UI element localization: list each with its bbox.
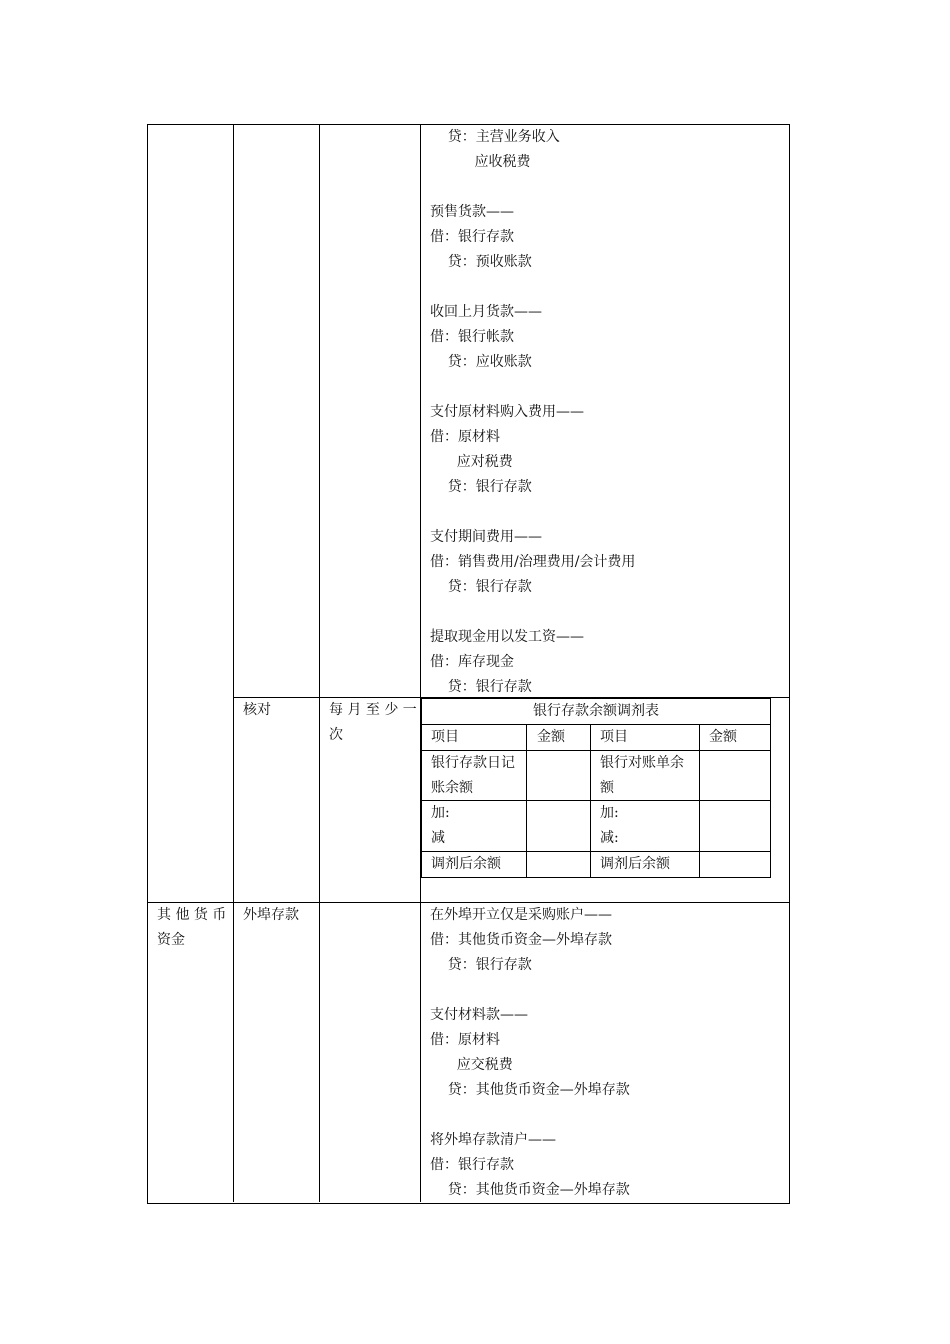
frequency-line-2: 次 — [329, 727, 343, 743]
recon-header-amount: 金额 — [709, 729, 737, 745]
entry-line: 应收税费 — [430, 154, 531, 170]
recon-header-amount: 金额 — [537, 729, 565, 745]
entries-cell-1 — [430, 125, 785, 700]
recon-cell: 加: — [431, 805, 450, 821]
entry-line: 借：银行存款 — [430, 1157, 514, 1173]
recon-header-item: 项目 — [431, 729, 459, 745]
entry-line: 支付原材料购入费用—— — [430, 404, 584, 420]
recon-cell: 银行对账单余 — [600, 755, 684, 771]
entry-line: 贷：银行存款 — [430, 679, 532, 695]
entry-line: 借：原材料 — [430, 1032, 500, 1048]
entry-line — [430, 375, 785, 400]
col-divider-3 — [420, 124, 421, 1202]
entry-line — [430, 600, 785, 625]
entry-line: 贷：银行存款 — [430, 579, 532, 595]
sub-account-name: 外埠存款 — [243, 907, 299, 923]
entry-line: 贷：预收账款 — [430, 254, 532, 270]
recon-header-item: 项目 — [600, 729, 628, 745]
entry-line — [430, 1103, 785, 1128]
entry-line: 贷：其他货币资金—外埠存款 — [430, 1182, 630, 1198]
entry-line: 借：银行存款 — [430, 229, 514, 245]
entry-line: 应交税费 — [430, 1057, 513, 1073]
recon-title: 银行存款余额调剂表 — [533, 703, 659, 719]
task-name-reconcile: 核对 — [243, 702, 271, 718]
entry-line: 应对税费 — [430, 454, 513, 470]
entry-line: 贷：主营业务收入 — [430, 129, 560, 145]
entry-line: 提取现金用以发工资—— — [430, 629, 584, 645]
entry-line: 支付材料款—— — [430, 1007, 528, 1023]
col-divider-1 — [233, 124, 234, 1202]
account-name-line-2: 资金 — [157, 932, 185, 948]
recon-cell: 银行存款日记 — [431, 755, 515, 771]
account-name-line-1: 其 他 货 币 — [157, 907, 227, 923]
recon-cell: 调剂后余额 — [600, 856, 670, 872]
entry-line: 借：原材料 — [430, 429, 500, 445]
entry-line: 预售货款—— — [430, 204, 514, 220]
recon-cell: 减: — [600, 830, 619, 846]
recon-cell: 调剂后余额 — [431, 856, 501, 872]
entry-line: 收回上月货款—— — [430, 304, 542, 320]
recon-vline — [526, 724, 527, 877]
entry-line — [430, 500, 785, 525]
entry-line: 贷：银行存款 — [430, 957, 532, 973]
entry-line: 将外埠存款清户—— — [430, 1132, 556, 1148]
entry-line — [430, 978, 785, 1003]
entries-cell-3 — [430, 903, 785, 1203]
recon-hline — [422, 800, 770, 801]
col-divider-2 — [319, 124, 320, 1202]
entry-line: 借：销售费用/治理费用/会计费用 — [430, 554, 636, 570]
entry-line: 借：库存现金 — [430, 654, 514, 670]
recon-cell: 额 — [600, 780, 614, 796]
entry-line: 贷：其他货币资金—外埠存款 — [430, 1082, 630, 1098]
recon-cell: 减 — [431, 830, 445, 846]
bank-reconciliation-table — [421, 698, 771, 878]
entry-line — [430, 175, 785, 200]
entry-line — [430, 275, 785, 300]
recon-cell: 账余额 — [431, 780, 473, 796]
frequency-line-1: 每 月 至 少 一 — [329, 702, 417, 718]
recon-vline — [699, 724, 700, 877]
recon-cell: 加: — [600, 805, 619, 821]
entry-line: 支付期间费用—— — [430, 529, 542, 545]
entry-line: 贷：应收账款 — [430, 354, 532, 370]
recon-vline — [590, 724, 591, 877]
entry-line: 借：其他货币资金—外埠存款 — [430, 932, 612, 948]
entry-line: 借：银行帐款 — [430, 329, 514, 345]
entry-line: 在外埠开立仅是采购账户—— — [430, 907, 612, 923]
entry-line: 贷：银行存款 — [430, 479, 532, 495]
